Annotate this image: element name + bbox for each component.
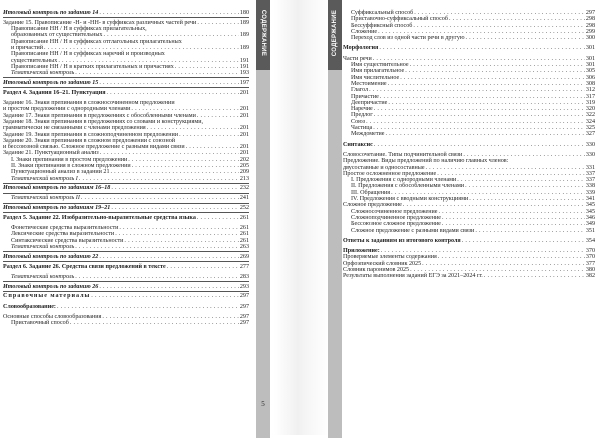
toc-entry[interactable]: I. Знаки препинания в простом предложении . . . 202 [3,157,249,163]
toc-entry[interactable]: Тематический контроль I . . . 213 [3,176,249,184]
toc-entry[interactable]: Части речи . . . 301 [343,56,595,62]
toc-entry[interactable]: и причастий . . . 189 [3,45,249,51]
toc-entry-line: Правописание НН / Н в суффиксах отглагольных прилагательных [11,38,182,45]
toc-entry[interactable]: II. Знаки препинания в сложном предложении . . . 205 [3,163,249,169]
toc-entry[interactable]: Местоимение . . . 308 [343,81,595,87]
toc-entry[interactable]: Фонетические средства выразительности . . . 261 [3,225,249,231]
toc-entry[interactable]: Лексические средства выразительности . . . 261 [3,231,249,237]
toc-entry[interactable]: Суффиксальный способ . . . 297 [343,10,595,16]
toc-entry[interactable]: Бессоюзное сложное предложение . . . 349 [343,221,595,227]
toc-left-column [3,10,249,327]
toc-entry[interactable]: образованных от существительных . . . 189 [3,32,249,38]
toc-entry[interactable]: Имя прилагательное . . . 305 [343,68,595,74]
toc-section-heading[interactable]: Справочные материалы . . . 297 [3,293,249,299]
toc-entry[interactable]: Пунктуационный анализ в задании 21 . . . 209 [3,169,249,175]
toc-entry[interactable]: I. Предложения с однородными членами . . . 337 [343,177,595,183]
toc-entry[interactable]: Задание 15. Правописание -Н- и -НН- в суффиксах различных частей речи . . . 189 [3,20,249,26]
toc-entry[interactable]: Синтаксические средства выразительности . . . 261 [3,238,249,244]
toc-section-heading[interactable]: Раздел 6. Задание 26. Средства связи предложений в тексте . . . 277 [3,264,249,270]
toc-entry[interactable]: Бессуффиксный способ . . . 298 [343,23,595,29]
toc-section-heading[interactable]: Ответы к заданиям из итогового контроля . . . 354 [343,238,595,244]
toc-section-heading[interactable]: Синтаксис . . . 330 [343,142,595,148]
toc-entry[interactable]: Результаты выполнения заданий ЕГЭ за 2021–2024 гг. . . . 382 [343,273,595,279]
toc-entry[interactable]: грамматически не связанными с членами предложения . . . 201 [3,125,249,131]
toc-entry[interactable]: Основные способы словообразования . . . 297 [3,314,249,320]
toc-entry[interactable]: Предлог . . . 322 [343,112,595,118]
toc-entry[interactable]: Приставочно-суффиксальный способ . . . 298 [343,16,595,22]
toc-entry-line: Правописание НН / Н в суффиксах прилагательных, [11,26,147,33]
toc-section-heading[interactable]: Словообразование: . . . 297 [3,304,249,310]
toc-entry[interactable]: Сложноподчиненное предложение . . . 346 [343,215,595,221]
toc-entry[interactable]: Деепричастие . . . 319 [343,100,595,106]
toc-entry-line: Правописание НН / Н в суффиксах наречий и производных [11,51,165,58]
toc-entry[interactable]: Словник паронимов 2025 . . . 380 [343,267,595,273]
toc-entry[interactable]: Междометие . . . 327 [343,131,595,137]
toc-entry[interactable]: Итоговый контроль по заданию 22 . . . 269 [3,254,249,262]
toc-entry-line: Предложение. Виды предложений по наличию главных членов: [343,158,509,165]
toc-entry[interactable]: Имя числительное . . . 306 [343,75,595,81]
toc-entry[interactable]: Словосочетание. Типы подчинительной связи . . . 330 [343,152,595,158]
toc-entry-line: Задание 20. Знаки препинания в сложном предложении с союзной [3,137,176,144]
toc-entry[interactable]: Тематический контроль II . . . 241 [3,195,249,203]
toc-right-column [343,10,595,280]
book-gutter [274,0,328,435]
section-tab-label-left: СОДЕРЖАНИЕ [260,9,266,57]
toc-section-heading[interactable]: Приложение: . . . 370 [343,248,595,254]
toc-entry[interactable]: Частица . . . 325 [343,125,595,131]
toc-entry[interactable]: Сложение . . . 299 [343,29,595,35]
toc-section-heading[interactable]: Раздел 5. Задание 22. Изобразительно-выразительные средства языка . . . 261 [3,215,249,221]
toc-entry[interactable]: Союз . . . 324 [343,119,595,125]
toc-entry[interactable]: Итоговый контроль по заданию 26 . . . 293 [3,284,249,292]
toc-entry[interactable]: IV. Предложения с вводными конструкциями . . . 341 [343,196,595,202]
toc-entry[interactable]: Итоговый контроль по заданиям 19–21 . . . 252 [3,205,249,213]
toc-entry-line: Задание 16. Знаки препинания в сложносочиненном предложении [3,100,175,107]
toc-entry[interactable]: Переход слов из одной части речи в другую . . . 300 [343,35,595,41]
toc-entry[interactable]: существительных . . . 191 [3,58,249,64]
toc-entry[interactable]: Причастие . . . 317 [343,94,595,100]
toc-entry[interactable]: Тематический контроль . . . 283 [3,274,249,282]
toc-entry[interactable]: Простое осложненное предложение . . . 337 [343,171,595,177]
toc-entry[interactable]: II. Предложения с обособленными членами . . . 338 [343,183,595,189]
page-number: 5 [261,400,265,408]
toc-entry[interactable]: Задание 17. Знаки препинания в предложениях с обособленными членами . . . 201 [3,113,249,119]
toc-entry[interactable]: Итоговый контроль по заданиям 16–18 . . . 232 [3,185,249,193]
toc-entry[interactable]: Наречие . . . 320 [343,106,595,112]
section-tab-label-right: СОДЕРЖАНИЕ [332,9,338,57]
toc-entry[interactable]: и простом предложении с однородными членами . . . 201 [3,106,249,112]
toc-entry-line: Задание 18. Знаки препинания в предложениях со словами и конструкциями, [3,118,204,125]
toc-entry[interactable]: Имя существительное . . . 301 [343,62,595,68]
toc-section-heading[interactable]: Морфология . . . 301 [343,45,595,51]
toc-entry[interactable]: Сложносочиненное предложение . . . 345 [343,209,595,215]
toc-entry[interactable]: Итоговый контроль по заданию 15 . . . 197 [3,80,249,88]
toc-entry[interactable]: Итоговый контроль по заданию 14 . . . 180 [3,10,249,18]
toc-entry[interactable]: Задание 19. Знаки препинания в сложноподчиненном предложении . . . 201 [3,132,249,138]
toc-entry[interactable]: Глагол . . . 312 [343,87,595,93]
toc-entry[interactable]: Орфоэпический словник 2025 . . . 377 [343,261,595,267]
toc-entry[interactable]: Тематический контроль . . . 263 [3,244,249,252]
toc-entry[interactable]: Сложное предложение с разными видами связи . . . 351 [343,228,595,234]
toc-entry[interactable]: Тематический контроль . . . 193 [3,70,249,78]
toc-entry[interactable]: и бессоюзной связью. Сложное предложение с разными видами связи . . . 201 [3,144,249,150]
toc-entry[interactable]: Правописание НН / Н в кратких прилагательных и причастиях . . . 191 [3,64,249,70]
toc-entry[interactable]: Проверяемые элементы содержания . . . 370 [343,254,595,260]
toc-entry[interactable]: Задание 21. Пунктуационный анализ . . . 201 [3,150,249,156]
toc-entry[interactable]: Приставочный способ . . . 297 [3,320,249,326]
toc-section-heading[interactable]: Раздел 4. Задания 16–21. Пунктуация . . . 201 [3,90,249,96]
toc-entry[interactable]: двусоставные и односоставные . . . 331 [343,165,595,171]
toc-entry[interactable]: Сложное предложение . . . 345 [343,202,595,208]
toc-entry[interactable]: III. Обращения . . . 339 [343,190,595,196]
